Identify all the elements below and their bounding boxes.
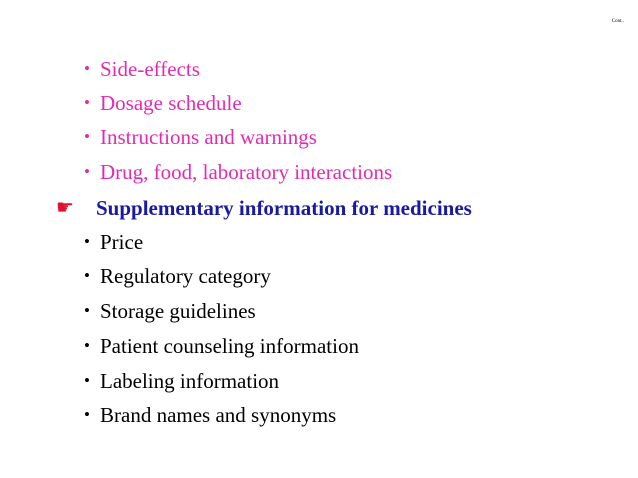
list-item: [84, 403, 336, 427]
list-item: [84, 160, 392, 184]
list-item-text: Patient counseling information: [100, 334, 359, 358]
list-item: [84, 369, 279, 393]
list-item: [84, 299, 256, 323]
bullet-icon: •: [84, 162, 90, 181]
pointing-hand-icon: ☛: [56, 195, 74, 219]
list-item: [84, 57, 200, 81]
list-item-text: Drug, food, laboratory interactions: [100, 160, 393, 184]
list-item-text: Instructions and warnings: [100, 125, 317, 149]
bullet-icon: •: [84, 336, 90, 355]
list-item-text: Brand names and synonyms: [100, 403, 337, 427]
bullet-icon: •: [84, 266, 90, 285]
list-item: [84, 230, 143, 254]
list-item: [84, 91, 242, 115]
bullet-icon: •: [84, 301, 90, 320]
bullet-icon: •: [84, 93, 90, 112]
list-item-text: Dosage schedule: [100, 91, 242, 115]
bullet-icon: •: [84, 405, 90, 424]
list-item-text: Storage guidelines: [100, 299, 256, 323]
bullet-icon: •: [84, 59, 90, 78]
section-heading-text: Supplementary information for medicines: [96, 196, 472, 220]
list-item: [84, 264, 271, 288]
bullet-icon: •: [84, 127, 90, 146]
list-item-text: Side-effects: [100, 57, 200, 81]
list-item-text: Regulatory category: [100, 264, 271, 288]
bullet-icon: •: [84, 232, 90, 251]
section-heading: [56, 194, 472, 221]
list-item-text: Labeling information: [100, 369, 280, 393]
bullet-icon: •: [84, 371, 90, 390]
continued-note: Cont..: [611, 19, 624, 24]
list-item: [84, 334, 359, 358]
list-item-text: Price: [100, 230, 144, 254]
list-item: [84, 125, 317, 149]
